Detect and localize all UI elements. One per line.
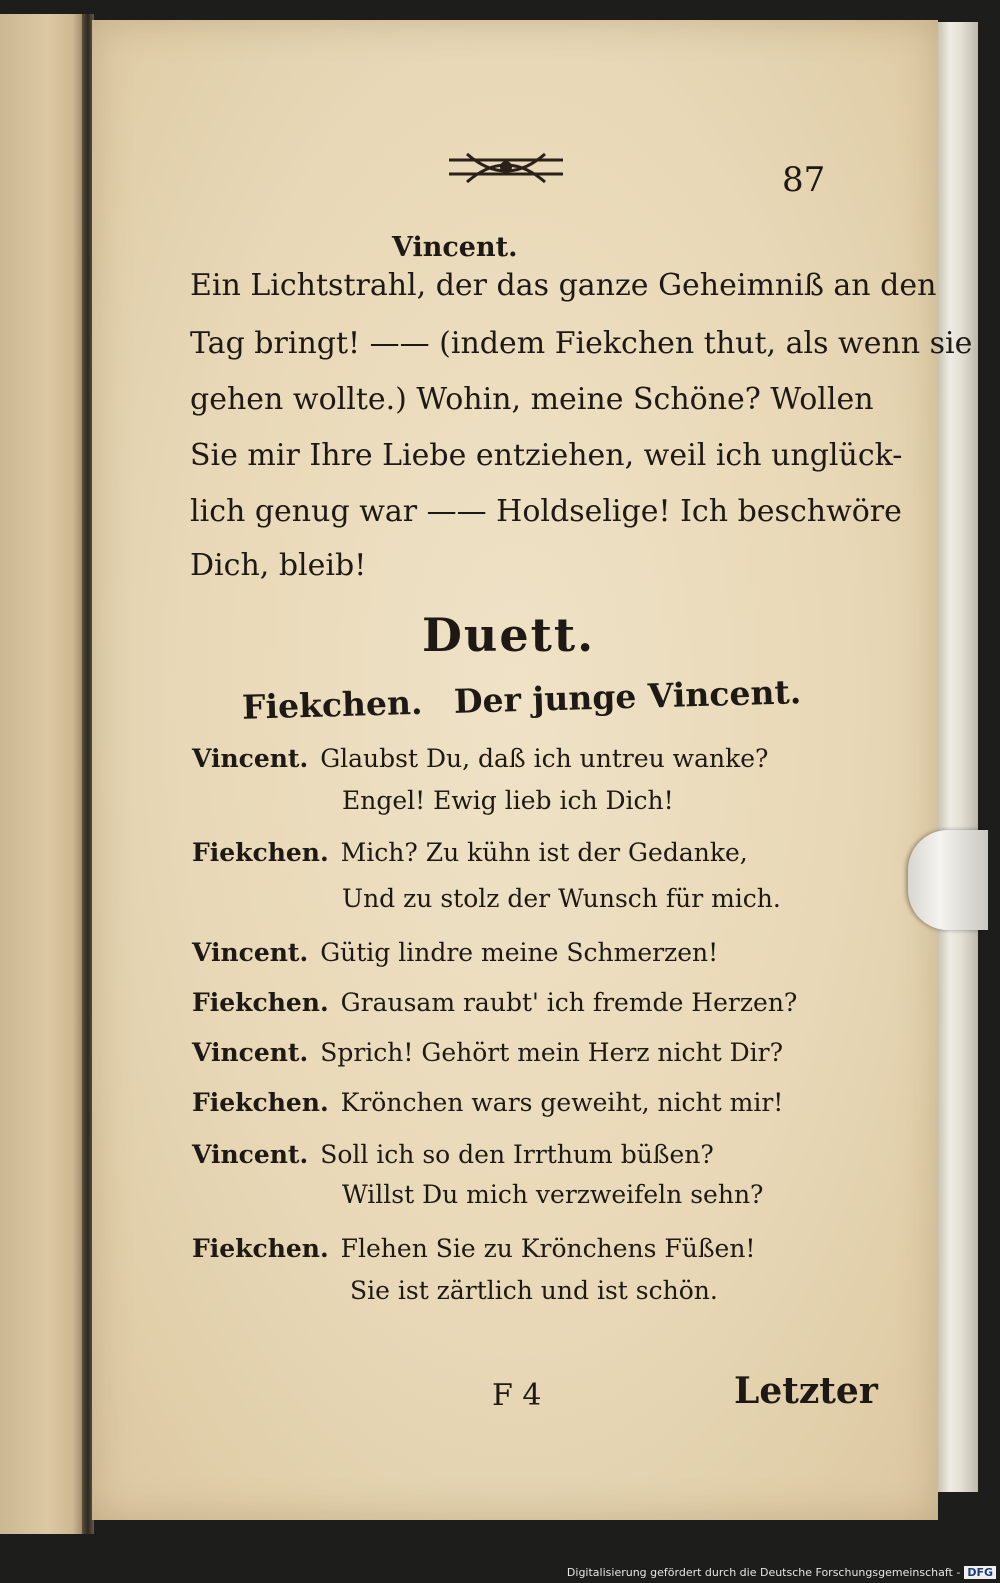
signature-mark: F 4	[492, 1378, 542, 1413]
duet-line	[192, 938, 718, 967]
duet-speaker: Fiekchen.	[192, 838, 329, 867]
duet-text: Soll ich so den Irrthum büßen?	[320, 1140, 714, 1169]
duet-line	[342, 884, 781, 913]
prose-line: Ein Lichtstrahl, der das ganze Geheimniß an den	[190, 268, 937, 303]
prose-line: Sie mir Ihre Liebe entziehen, weil ich unglück-	[190, 438, 903, 473]
duet-line	[192, 744, 768, 773]
printers-ornament-icon	[447, 148, 565, 188]
duet-text: Grausam raubt' ich fremde Herzen?	[340, 988, 798, 1017]
character-name: Fiekchen.	[241, 682, 423, 727]
prose-line: gehen wollte.) Wohin, meine Schöne? Wollen	[190, 382, 874, 417]
page-clip	[908, 830, 988, 930]
credit-text: Digitalisierung gefördert durch die Deutsche Forschungsgemeinschaft -	[566, 1566, 961, 1579]
duet-text: Und zu stolz der Wunsch für mich.	[342, 884, 781, 913]
duet-text: Sie ist zärtlich und ist schön.	[350, 1276, 718, 1305]
left-page-edge	[0, 14, 86, 1534]
book-page	[92, 20, 973, 1520]
duet-line	[192, 1038, 783, 1067]
duet-text: Mich? Zu kühn ist der Gedanke,	[340, 838, 748, 867]
duet-text: Willst Du mich verzweifeln sehn?	[342, 1180, 764, 1209]
catchword: Letzter	[734, 1370, 878, 1412]
duet-line	[192, 1088, 783, 1117]
dfg-logo-icon: DFG	[964, 1566, 996, 1579]
duet-line	[350, 1276, 718, 1305]
duet-speaker: Fiekchen.	[192, 988, 329, 1017]
prose-line: Tag bringt! —— (indem Fiekchen thut, als wenn sie	[190, 326, 973, 361]
page-number: 87	[782, 160, 826, 200]
prose-line: lich genug war —— Holdselige! Ich beschwöre	[190, 494, 902, 529]
duet-speaker: Vincent.	[192, 1140, 309, 1169]
digitization-credit	[567, 1566, 996, 1579]
duet-speaker: Fiekchen.	[192, 1234, 329, 1263]
section-title: Duett.	[422, 608, 596, 662]
duet-speaker: Vincent.	[192, 744, 309, 773]
character-list	[242, 672, 802, 727]
duet-speaker: Vincent.	[192, 938, 309, 967]
duet-speaker: Vincent.	[192, 1038, 309, 1067]
page-stack-edge	[938, 22, 978, 1492]
duet-text: Engel! Ewig lieb ich Dich!	[342, 786, 674, 815]
character-name: Der junge Vincent.	[453, 672, 802, 721]
duet-line	[192, 988, 797, 1017]
duet-speaker: Fiekchen.	[192, 1088, 329, 1117]
duet-text: Krönchen wars geweiht, nicht mir!	[340, 1088, 784, 1117]
duet-line	[342, 1180, 763, 1209]
duet-text: Flehen Sie zu Krönchens Füßen!	[340, 1234, 756, 1263]
prose-line: Dich, bleib!	[190, 548, 367, 583]
speaker-heading: Vincent.	[392, 232, 518, 263]
duet-text: Glaubst Du, daß ich untreu wanke?	[320, 744, 769, 773]
duet-line	[192, 838, 748, 867]
duet-line	[192, 1140, 714, 1169]
duet-text: Sprich! Gehört mein Herz nicht Dir?	[320, 1038, 784, 1067]
duet-text: Gütig lindre meine Schmerzen!	[320, 938, 719, 967]
duet-line	[192, 1234, 755, 1263]
duet-line	[342, 786, 674, 815]
